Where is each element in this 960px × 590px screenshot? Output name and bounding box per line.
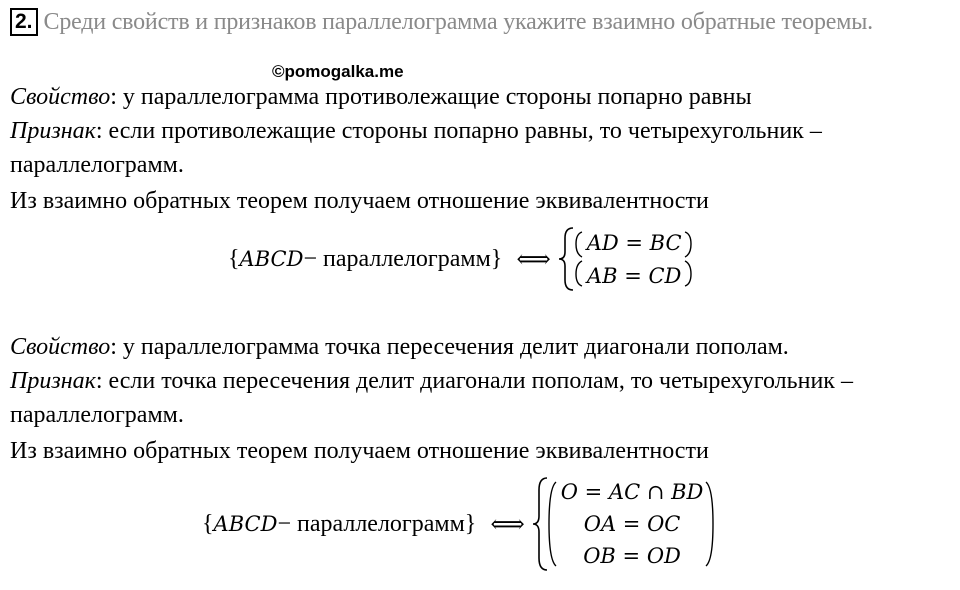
formula-1 [228, 226, 696, 292]
formula-1-abcd: ABCD [239, 247, 304, 271]
criterion-1 [10, 118, 822, 145]
formula-2-row-2: OA = OC [583, 512, 681, 536]
criterion-2-text: : если точка пересечения делит диагонали пополам, то четырехугольник – [95, 368, 853, 394]
formula-2-rbrace: } [464, 510, 477, 537]
watermark: ©pomogalka.me [272, 62, 404, 81]
formula-1-dash: − [303, 245, 317, 272]
conclusion-2: Из взаимно обратных теорем получаем отношение эквивалентности [10, 438, 709, 464]
formula-1-row-2: AB = CD [586, 263, 682, 288]
formula-1-lbrace: { [228, 245, 240, 272]
formula-2-brace-icon [531, 476, 561, 572]
property-1-text: : у параллелограмма противолежащие стороны попарно равны [110, 84, 752, 110]
property-1 [10, 84, 752, 111]
criterion-1-continuation: параллелограмм. [10, 152, 184, 178]
formula-2-iff: ⟺ [490, 511, 525, 538]
property-2-label: Свойство [10, 334, 111, 360]
criterion-2-label: Признак [10, 368, 96, 394]
criterion-1-label: Признак [10, 118, 96, 144]
formula-1-iff: ⟺ [516, 246, 551, 273]
formula-1-brace-icon [557, 226, 587, 292]
formula-2-word: параллелограмм [296, 510, 465, 537]
formula-1-rows [587, 226, 682, 292]
criterion-2 [10, 368, 853, 395]
formula-2-abcd: ABCD [213, 512, 278, 536]
formula-2-system [531, 476, 720, 572]
formula-1-row-1: AD = BC [586, 230, 682, 255]
conclusion-1: Из взаимно обратных теорем получаем отношение эквивалентности [10, 188, 709, 214]
formula-2-lbrace: { [202, 510, 214, 537]
formula-1-rbrace: } [490, 245, 503, 272]
formula-2 [202, 476, 719, 572]
formula-1-rparen-icon [682, 226, 696, 292]
task-number-badge: 2. [10, 8, 38, 36]
formula-2-row-1: O = AC ∩ BD [560, 480, 704, 504]
criterion-1-text: : если противолежащие стороны попарно равны, то четырехугольник – [95, 118, 822, 144]
property-2-text: : у параллелограмма точка пересечения делит диагонали пополам. [110, 334, 789, 360]
property-1-label: Свойство [10, 84, 111, 110]
task-statement: Среди свойств и признаков параллелограмма укажите взаимно обратные теоремы. [43, 8, 873, 35]
formula-2-row-3: OB = OD [583, 544, 681, 568]
formula-2-dash: − [277, 510, 291, 537]
task-header [10, 8, 873, 36]
property-2 [10, 334, 789, 361]
formula-1-word: параллелограмм [322, 245, 491, 272]
formula-2-rparen-icon [703, 476, 719, 572]
formula-1-system [557, 226, 696, 292]
criterion-2-continuation: параллелограмм. [10, 402, 184, 428]
formula-2-rows [561, 476, 704, 572]
